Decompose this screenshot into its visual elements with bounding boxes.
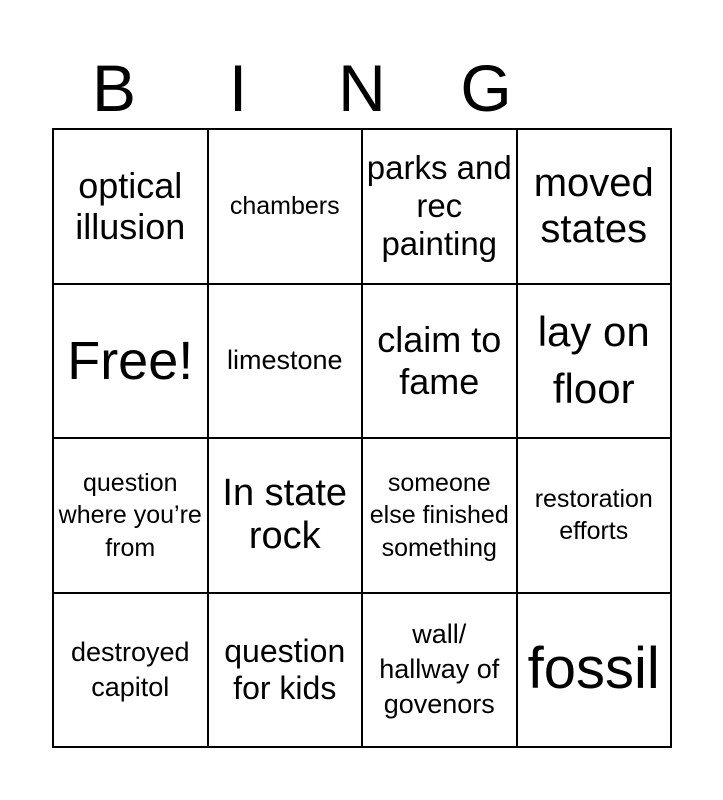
bingo-cell-text: question for kids bbox=[224, 632, 346, 706]
bingo-cell-text: limestone bbox=[226, 345, 343, 376]
bingo-cell-text: claim to fame bbox=[377, 319, 502, 402]
bingo-cell-text: fossil bbox=[527, 636, 660, 702]
bingo-cell-text: someone else finished something bbox=[369, 468, 509, 562]
bingo-cell-text: parks and rec painting bbox=[366, 149, 512, 263]
bingo-cell[interactable] bbox=[209, 594, 364, 749]
header-letter-i: I bbox=[228, 51, 248, 125]
bingo-cell-free[interactable] bbox=[54, 285, 209, 440]
bingo-cell[interactable] bbox=[209, 439, 364, 594]
bingo-cell[interactable] bbox=[518, 130, 673, 285]
bingo-cell[interactable] bbox=[363, 439, 518, 594]
bingo-cell[interactable] bbox=[54, 439, 209, 594]
header-letter-n: N bbox=[338, 51, 386, 125]
bingo-cell[interactable] bbox=[209, 285, 364, 440]
bingo-cell[interactable] bbox=[209, 130, 364, 285]
bingo-cell[interactable] bbox=[363, 130, 518, 285]
bingo-cell[interactable] bbox=[518, 285, 673, 440]
bingo-cell-text: optical illusion bbox=[75, 164, 186, 248]
bingo-cell[interactable] bbox=[363, 285, 518, 440]
bingo-cell-text: chambers bbox=[229, 191, 340, 220]
bingo-cell[interactable] bbox=[363, 594, 518, 749]
bingo-cell[interactable] bbox=[54, 594, 209, 749]
bingo-cell-text: restoration efforts bbox=[534, 484, 653, 546]
bingo-cell-text: Free! bbox=[67, 330, 194, 391]
bingo-cell-text: moved states bbox=[533, 161, 654, 252]
bingo-cell-text: destroyed capitol bbox=[70, 636, 190, 702]
bingo-cell-text: question where you’re from bbox=[58, 468, 202, 562]
bingo-header bbox=[52, 48, 672, 128]
bingo-cell-text: wall/ hallway of govenors bbox=[379, 619, 500, 720]
bingo-cell[interactable] bbox=[54, 130, 209, 285]
bingo-cell[interactable] bbox=[518, 594, 673, 749]
header-letter-g: G bbox=[460, 51, 512, 125]
bingo-cell[interactable] bbox=[518, 439, 673, 594]
bingo-card-grid bbox=[52, 128, 672, 748]
header-letter-b: B bbox=[91, 51, 137, 125]
bingo-cell-text: In state rock bbox=[222, 471, 348, 558]
bingo-cell-text: lay on floor bbox=[537, 308, 650, 412]
